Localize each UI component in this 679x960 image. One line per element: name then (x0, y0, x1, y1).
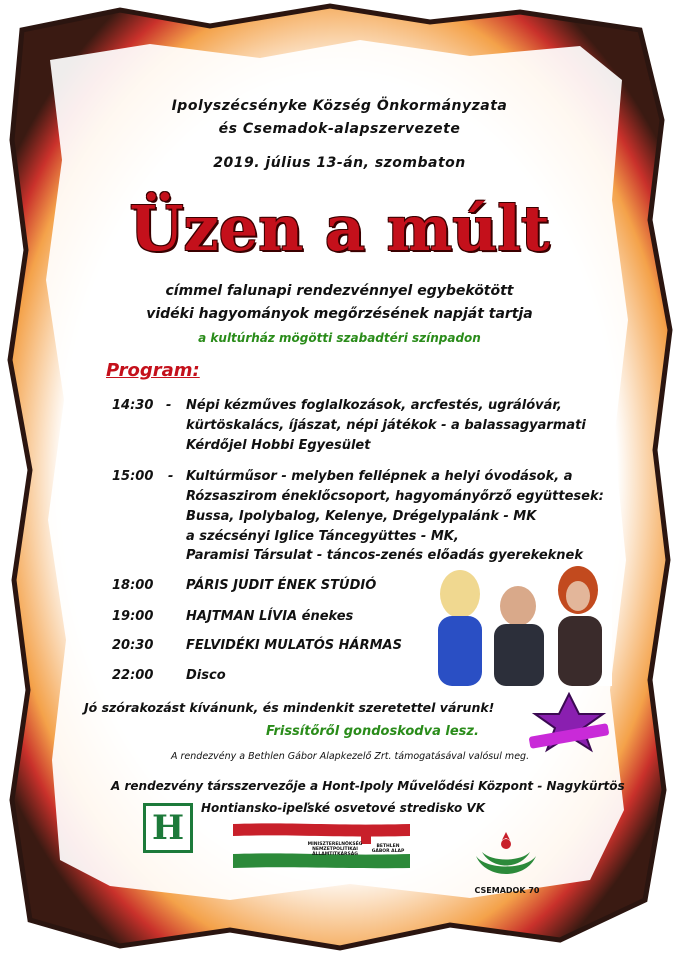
venue: a kultúrház mögötti szabadtéri színpadon (198, 331, 481, 345)
event-title: Üzen a múlt (129, 192, 550, 265)
program-time: 18:00 (112, 578, 154, 593)
coorganizer-text: A rendezvény társszervezője a Hont-Ipoly Művelődési Központ - Nagykürtös (111, 779, 625, 793)
program-time: 22:00 (112, 668, 154, 683)
program-time: 14:30 (112, 398, 154, 413)
program-dash: - (166, 398, 172, 413)
greeting-text: Jó szórakozást kívánunk, és mindenkit szeretettel várunk! (84, 700, 495, 715)
performers-photo (426, 564, 612, 686)
organizer-line-1: Ipolyszécsényke Község Önkormányzata (171, 98, 508, 114)
program-desc-line: Kérdőjel Hobbi Egyesület (186, 438, 371, 453)
hont-ipoly-logo: H (143, 803, 193, 853)
csemadok-label: CSEMADOK 70 (474, 886, 540, 895)
program-desc-line: a szécsényi Iglice Táncegyüttes - MK, (186, 529, 459, 544)
program-desc-line: Bussa, Ipolybalog, Kelenye, Drégelypalánk - MK (186, 509, 537, 524)
sponsor-flag-logo (233, 822, 410, 869)
program-heading: Program: (106, 360, 200, 381)
organizer-line-2: és Csemadok-alapszervezete (218, 121, 461, 137)
program-desc-line: kürtöskalács, íjászat, népi játékok - a balassagyarmati (186, 418, 586, 433)
program-desc-line: HAJTMAN LÍVIA énekes (186, 609, 354, 624)
coorganizer-sk-text: Hontiansko-ipeľské osvetové stredisko VK (201, 801, 486, 815)
program-time: 20:30 (112, 638, 154, 653)
bethlen-label: BETHLEN GÁBOR ALAP (371, 844, 405, 854)
program-time: 15:00 (112, 469, 154, 484)
program-dash: - (168, 469, 174, 484)
program-desc-line: PÁRIS JUDIT ÉNEK STÚDIÓ (186, 578, 377, 593)
program-desc-line: Paramisi Társulat - táncos-zenés előadás gyerekeknek (186, 548, 584, 563)
support-text: A rendezvény a Bethlen Gábor Alapkezelő Zrt. támogatásával valósul meg. (171, 751, 530, 762)
program-desc-line: Népi kézműves foglalkozások, arcfestés, ugrálóvár, (186, 398, 562, 413)
subtitle-line-2: vidéki hagyományok megőrzésének napját tartja (146, 306, 533, 322)
program-time: 19:00 (112, 609, 154, 624)
program-desc-line: FELVIDÉKI MULATÓS HÁRMAS (186, 638, 402, 653)
program-desc-line: Rózsaszirom éneklőcsoport, hagyományőrző együttesek: (186, 489, 604, 504)
program-desc-line: Kultúrműsor - melyben fellépnek a helyi óvodások, a (186, 469, 573, 484)
program-desc-line: Disco (186, 668, 226, 683)
event-date: 2019. július 13-án, szombaton (213, 155, 466, 171)
mulatos-show-badge-logo (525, 692, 613, 754)
refreshments-text: Frissítőről gondoskodva lesz. (266, 724, 479, 739)
ministry-label: MINISZTERELNÖKSÉG NEMZETPOLITIKAI ÁLLAMTITKÁRSÁG (307, 842, 363, 857)
subtitle-line-1: címmel falunapi rendezvénnyel egybekötött (165, 283, 514, 299)
